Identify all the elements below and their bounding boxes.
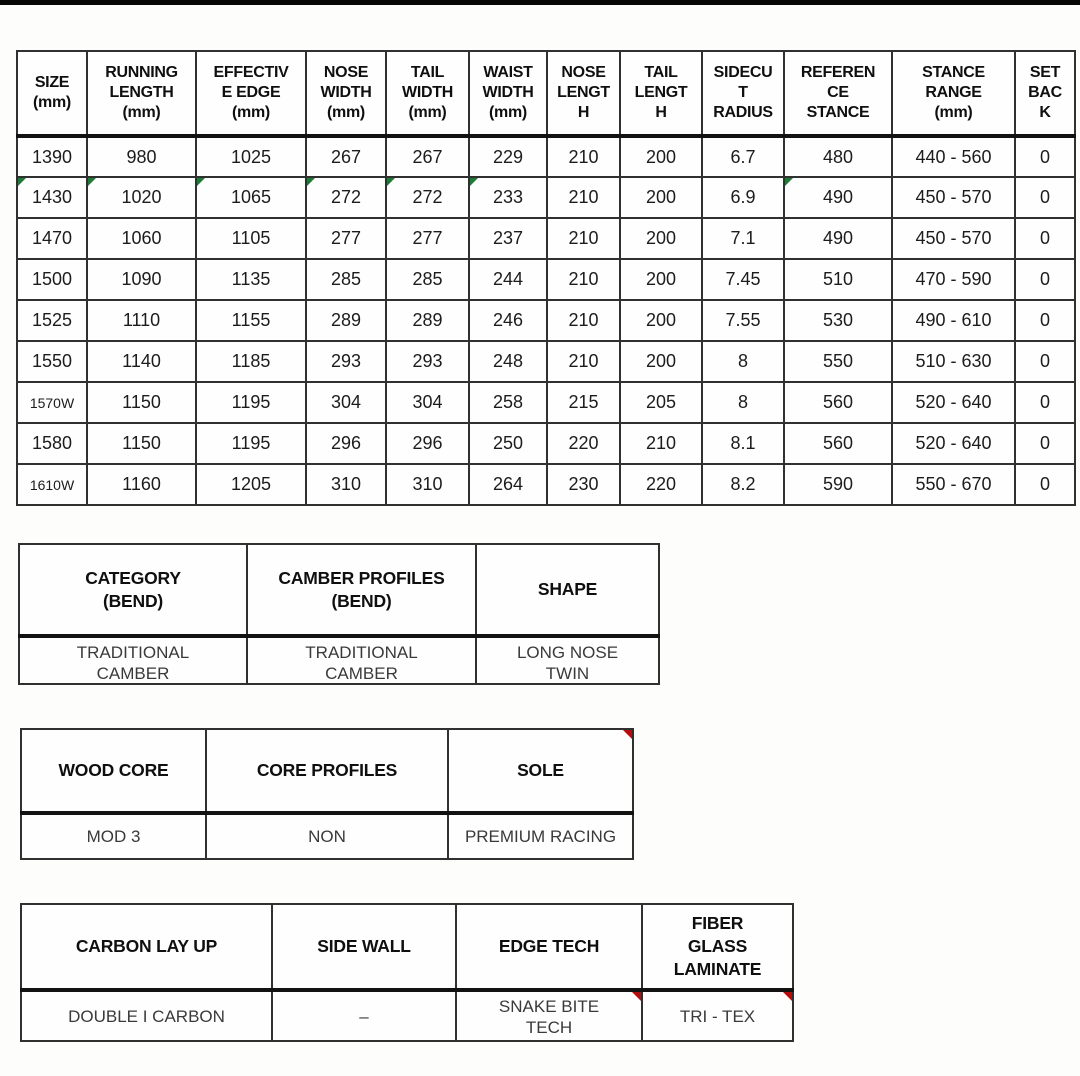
spec-cell: 264 <box>469 464 547 505</box>
spec-header-line: EFFECTIV <box>213 64 289 81</box>
spec-header-line: H <box>577 104 590 121</box>
spec-cell: 1570W <box>17 382 87 423</box>
spec-cell: 490 <box>784 177 892 218</box>
spec-header-line: RADIUS <box>713 104 773 121</box>
size-spec-table <box>16 50 1076 506</box>
spec-cell: 296 <box>386 423 469 464</box>
bend-value-line: TRADITIONAL <box>76 643 190 662</box>
spec-row <box>17 136 1075 177</box>
spec-header-line: WIDTH <box>320 84 372 101</box>
construction-value-row <box>21 990 793 1041</box>
spec-cell: 470 - 590 <box>892 259 1015 300</box>
spec-cell: 1150 <box>87 382 196 423</box>
bend-value <box>20 638 246 683</box>
spec-header-line: (mm) <box>489 104 527 121</box>
spec-header-cell <box>702 51 784 136</box>
spec-cell: 1160 <box>87 464 196 505</box>
core-value-row <box>21 813 633 859</box>
spec-cell: 200 <box>620 177 702 218</box>
spec-header-line: WAIST <box>483 64 533 81</box>
spec-cell: 289 <box>386 300 469 341</box>
spec-cell: 1610W <box>17 464 87 505</box>
spec-cell: 1135 <box>196 259 306 300</box>
spec-header-cell <box>17 51 87 136</box>
spec-cell: 1110 <box>87 300 196 341</box>
constr-value-cell <box>642 990 793 1041</box>
spec-header-line: STANCE <box>806 104 870 121</box>
spec-cell: 210 <box>547 300 620 341</box>
spec-header-line: SIZE <box>34 74 70 91</box>
bend-value-line: CAMBER <box>325 664 398 683</box>
bend-value-cell <box>476 636 659 684</box>
spec-cell: 210 <box>547 136 620 177</box>
spec-header-cell <box>547 51 620 136</box>
constr-header-cell <box>21 904 272 990</box>
spec-header-line: SET <box>1029 64 1061 81</box>
bend-header-cell <box>19 544 247 636</box>
spec-header-line: WIDTH <box>482 84 534 101</box>
spec-cell: 230 <box>547 464 620 505</box>
spec-header-line: K <box>1039 104 1051 121</box>
spec-cell: 304 <box>306 382 386 423</box>
spec-header-line: BAC <box>1028 84 1062 101</box>
spec-header-line: LENGTH <box>109 84 174 101</box>
bend-header-cell <box>247 544 476 636</box>
top-border-strip <box>0 0 1080 5</box>
spec-cell: 258 <box>469 382 547 423</box>
spec-cell: 220 <box>620 464 702 505</box>
core-header-cell <box>21 729 206 813</box>
core-header-line: CORE PROFILES <box>256 760 398 780</box>
spec-cell: 450 - 570 <box>892 177 1015 218</box>
spec-cell: 1195 <box>196 382 306 423</box>
spec-cell: 1090 <box>87 259 196 300</box>
spec-cell: 237 <box>469 218 547 259</box>
spec-row <box>17 341 1075 382</box>
spec-header-line: TAIL <box>410 64 445 81</box>
spec-cell: 210 <box>547 177 620 218</box>
spec-header-cell <box>87 51 196 136</box>
spec-header-line: (mm) <box>232 104 270 121</box>
spec-cell: 200 <box>620 300 702 341</box>
spec-header-cell <box>784 51 892 136</box>
spec-cell: 510 - 630 <box>892 341 1015 382</box>
constr-value <box>22 1006 271 1027</box>
spec-cell: 293 <box>306 341 386 382</box>
spec-cell: 200 <box>620 218 702 259</box>
spec-cell: 229 <box>469 136 547 177</box>
spec-cell: 285 <box>386 259 469 300</box>
spec-header-cell <box>386 51 469 136</box>
spec-cell: 0 <box>1015 423 1075 464</box>
constr-header-cell <box>272 904 456 990</box>
spec-cell: 1185 <box>196 341 306 382</box>
spec-cell: 205 <box>620 382 702 423</box>
spec-cell: 246 <box>469 300 547 341</box>
spec-cell: 0 <box>1015 218 1075 259</box>
bend-header-row <box>19 544 659 636</box>
spec-header-cell <box>892 51 1015 136</box>
spec-cell: 1105 <box>196 218 306 259</box>
spec-cell: 1500 <box>17 259 87 300</box>
constr-header-line: CARBON LAY UP <box>75 936 218 956</box>
spec-header-line: TAIL <box>644 64 678 81</box>
spec-cell: 220 <box>547 423 620 464</box>
spec-cell: 267 <box>386 136 469 177</box>
core-value-cell <box>21 813 206 859</box>
spec-cell: 310 <box>386 464 469 505</box>
spec-cell: 1430 <box>17 177 87 218</box>
spec-cell: 210 <box>620 423 702 464</box>
spec-header-line: CE <box>827 84 849 101</box>
bend-value-line: LONG NOSE <box>516 643 619 662</box>
spec-cell: 272 <box>306 177 386 218</box>
bend-header-line: CATEGORY <box>85 567 181 588</box>
spec-row <box>17 218 1075 259</box>
spec-cell: 248 <box>469 341 547 382</box>
constr-value-line: TECH <box>525 1018 573 1037</box>
construction-header-row <box>21 904 793 990</box>
spec-header-line: SIDECU <box>713 64 773 81</box>
bend-header-cell <box>476 544 659 636</box>
spec-cell: 1195 <box>196 423 306 464</box>
spec-cell: 0 <box>1015 382 1075 423</box>
constr-value-line: SNAKE BITE <box>498 997 600 1016</box>
spec-row <box>17 300 1075 341</box>
spec-header-cell <box>196 51 306 136</box>
spec-cell: 277 <box>386 218 469 259</box>
spec-cell: 6.7 <box>702 136 784 177</box>
spec-cell: 490 <box>784 218 892 259</box>
spec-cell: 200 <box>620 136 702 177</box>
spec-cell: 520 - 640 <box>892 423 1015 464</box>
spec-cell: 285 <box>306 259 386 300</box>
spec-row <box>17 259 1075 300</box>
spec-cell: 296 <box>306 423 386 464</box>
spec-cell: 1065 <box>196 177 306 218</box>
spec-cell: 1060 <box>87 218 196 259</box>
bend-value-cell <box>19 636 247 684</box>
bend-header-line: SHAPE <box>537 579 598 599</box>
spec-header-line: (mm) <box>934 104 973 121</box>
spec-cell: 1550 <box>17 341 87 382</box>
spec-cell: 0 <box>1015 341 1075 382</box>
spec-cell: 272 <box>386 177 469 218</box>
spec-cell: 310 <box>306 464 386 505</box>
spec-header-line: LENGT <box>634 84 688 101</box>
spec-cell: 1525 <box>17 300 87 341</box>
spec-cell: 550 <box>784 341 892 382</box>
spec-cell: 250 <box>469 423 547 464</box>
core-value-line: NON <box>308 827 346 846</box>
spec-cell: 1470 <box>17 218 87 259</box>
constr-header-line: GLASS <box>687 936 748 956</box>
core-value <box>207 826 447 847</box>
spec-cell: 6.9 <box>702 177 784 218</box>
spec-cell: 530 <box>784 300 892 341</box>
core-value-line: PREMIUM RACING <box>464 827 617 846</box>
spec-header-cell <box>1015 51 1075 136</box>
constr-header-line: LAMINATE <box>673 959 762 979</box>
spec-header-cell <box>469 51 547 136</box>
constr-header-line: SIDE WALL <box>317 936 411 956</box>
spec-header-line: E EDGE <box>221 84 281 101</box>
spec-cell: 0 <box>1015 464 1075 505</box>
constr-value-line: DOUBLE I CARBON <box>68 1006 225 1026</box>
spec-cell: 1140 <box>87 341 196 382</box>
constr-header-cell <box>456 904 642 990</box>
spec-cell: 233 <box>469 177 547 218</box>
core-spec-table <box>20 728 634 860</box>
spec-cell: 440 - 560 <box>892 136 1015 177</box>
spec-header-line: (mm) <box>408 104 447 121</box>
spec-header-line: (mm) <box>122 104 161 121</box>
spec-cell: 293 <box>386 341 469 382</box>
bend-spec-table <box>18 543 660 685</box>
core-value-line: MOD 3 <box>86 827 141 846</box>
spec-row <box>17 177 1075 218</box>
spec-header-line: T <box>738 84 748 101</box>
constr-value-cell <box>456 990 642 1041</box>
spec-cell: 1155 <box>196 300 306 341</box>
spec-cell: 490 - 610 <box>892 300 1015 341</box>
constr-value-line: – <box>359 1006 369 1026</box>
spec-header-line: LENGT <box>557 84 610 101</box>
spec-row <box>17 464 1075 505</box>
bend-header-line: (BEND) <box>331 590 392 611</box>
spec-cell: 8 <box>702 382 784 423</box>
bend-value-line: TRADITIONAL <box>305 643 418 662</box>
spec-cell: 1205 <box>196 464 306 505</box>
spec-cell: 215 <box>547 382 620 423</box>
bend-value-line: TWIN <box>545 664 590 683</box>
spec-header-row <box>17 51 1075 136</box>
bend-header-line: CAMBER PROFILES <box>278 567 445 588</box>
spec-cell: 200 <box>620 259 702 300</box>
spec-cell: 520 - 640 <box>892 382 1015 423</box>
spec-cell: 8.1 <box>702 423 784 464</box>
spec-cell: 0 <box>1015 300 1075 341</box>
core-header-cell <box>206 729 448 813</box>
core-value <box>22 826 205 847</box>
bend-value-line: CAMBER <box>96 664 170 683</box>
spec-cell: 289 <box>306 300 386 341</box>
spec-header-cell <box>306 51 386 136</box>
bend-header-line: (BEND) <box>102 590 164 611</box>
spec-cell: 210 <box>547 218 620 259</box>
spec-cell: 277 <box>306 218 386 259</box>
core-value-cell <box>448 813 633 859</box>
core-header-line: WOOD CORE <box>58 760 169 780</box>
bend-value-row <box>19 636 659 684</box>
spec-cell: 7.55 <box>702 300 784 341</box>
spec-header-line: (mm) <box>327 104 365 121</box>
core-header-row <box>21 729 633 813</box>
spec-cell: 550 - 670 <box>892 464 1015 505</box>
spec-cell: 304 <box>386 382 469 423</box>
spec-header-line: NOSE <box>323 64 369 81</box>
constr-value-line: TRI - TEX <box>679 1006 756 1026</box>
spec-cell: 450 - 570 <box>892 218 1015 259</box>
spec-row <box>17 382 1075 423</box>
spec-cell: 510 <box>784 259 892 300</box>
spec-header-line: STANCE <box>922 64 985 81</box>
spec-cell: 7.45 <box>702 259 784 300</box>
spec-cell: 210 <box>547 341 620 382</box>
spec-header-line: WIDTH <box>402 84 453 101</box>
spec-cell: 1025 <box>196 136 306 177</box>
spec-cell: 1150 <box>87 423 196 464</box>
spec-cell: 590 <box>784 464 892 505</box>
spec-row <box>17 423 1075 464</box>
spec-cell: 1580 <box>17 423 87 464</box>
spec-cell: 560 <box>784 423 892 464</box>
constr-value <box>273 1006 455 1027</box>
spec-cell: 980 <box>87 136 196 177</box>
spec-cell: 267 <box>306 136 386 177</box>
constr-value-cell <box>272 990 456 1041</box>
constr-value <box>643 1006 792 1027</box>
spec-cell: 0 <box>1015 259 1075 300</box>
core-header-line: SOLE <box>517 760 564 780</box>
spec-cell: 0 <box>1015 136 1075 177</box>
bend-value <box>248 638 475 683</box>
spec-cell: 8 <box>702 341 784 382</box>
core-header-cell <box>448 729 633 813</box>
constr-header-line: EDGE TECH <box>498 936 600 956</box>
spec-header-line: NOSE <box>561 64 606 81</box>
constr-header-line: FIBER <box>691 913 744 933</box>
spec-header-line: H <box>655 104 667 121</box>
spec-cell: 210 <box>547 259 620 300</box>
spec-header-line: REFEREN <box>800 64 876 81</box>
core-value-cell <box>206 813 448 859</box>
construction-spec-table <box>20 903 794 1042</box>
spec-cell: 7.1 <box>702 218 784 259</box>
spec-header-cell <box>620 51 702 136</box>
spec-cell: 244 <box>469 259 547 300</box>
spec-header-line: RANGE <box>925 84 982 101</box>
spec-cell: 8.2 <box>702 464 784 505</box>
spec-cell: 200 <box>620 341 702 382</box>
spec-cell: 1020 <box>87 177 196 218</box>
constr-value-cell <box>21 990 272 1041</box>
core-value <box>449 826 632 847</box>
spec-cell: 0 <box>1015 177 1075 218</box>
spec-cell: 560 <box>784 382 892 423</box>
constr-header-cell <box>642 904 793 990</box>
spec-cell: 1390 <box>17 136 87 177</box>
bend-value <box>477 638 658 683</box>
bend-value-cell <box>247 636 476 684</box>
constr-value <box>457 992 641 1037</box>
spec-header-line: RUNNING <box>105 64 178 81</box>
spec-header-line: (mm) <box>33 94 71 111</box>
spec-cell: 480 <box>784 136 892 177</box>
